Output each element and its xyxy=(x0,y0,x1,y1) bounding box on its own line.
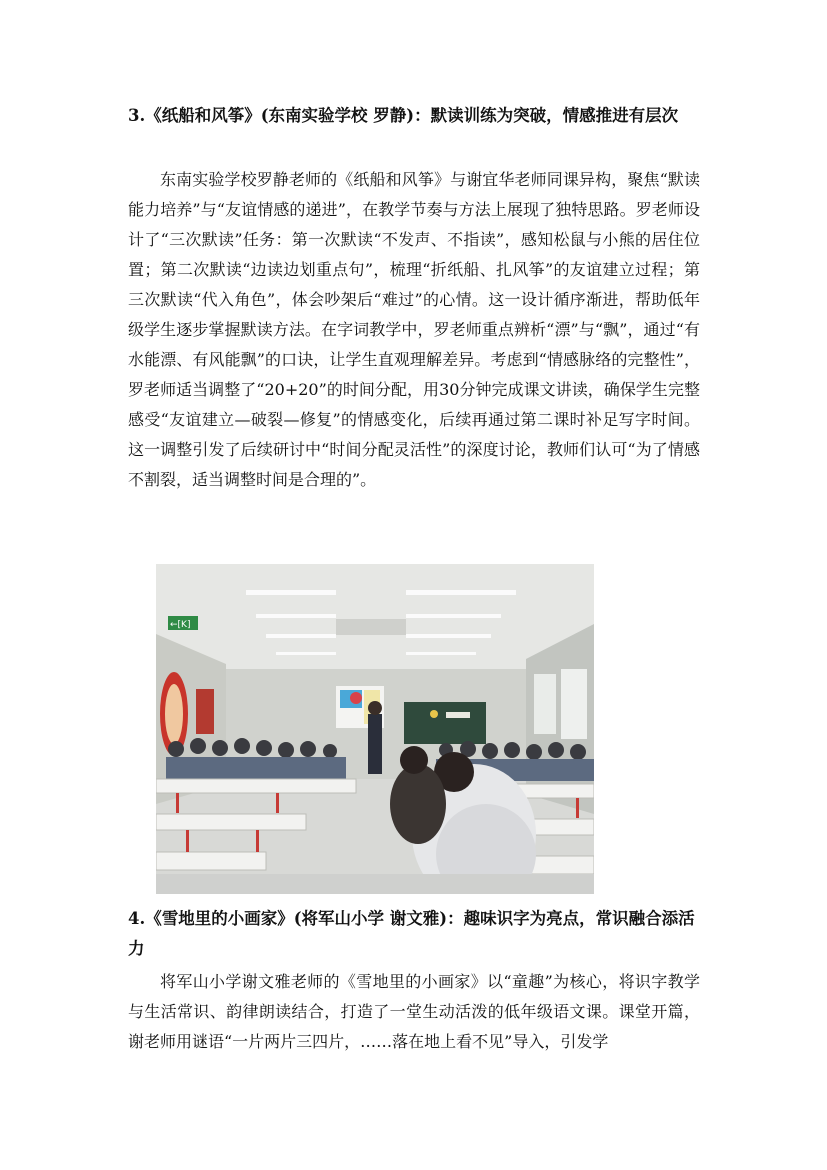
section-3-heading: 3.《纸船和风筝》(东南实验学校 罗静)：默读训练为突破，情感推进有层次 xyxy=(128,106,679,125)
exit-sign-text: ←[K] xyxy=(170,620,191,630)
classroom-photo-illustration xyxy=(156,564,594,894)
section-3-paragraph: 东南实验学校罗静老师的《纸船和风筝》与谢宜华老师同课异构，聚焦“默读能力培养”与“友谊情感的递进”，在教学节奏与方法上展现了独特思路。罗老师设计了“三次默读”任务：第一次默读“不发声、不指读”，感知松鼠与小熊的居住位置；第二次默读“边读边划重点句”，梳理“折纸船、扎风筝”的友谊建立过程；第三次默读“代入角色”，体会吵架后“难过”的心情。这一设计循序渐进，帮助低年级学生逐步掌握默读方法。在字词教学中，罗老师重点辨析“漂”与“飘”，通过“有水能漂、有风能飘”的口诀，让学生直观理解差异。考虑到“情感脉络的完整性”，罗老师适当调整了“20+20”的时间分配，用30分钟完成课文讲读，确保学生完整感受“友谊建立—破裂—修复”的情感变化，后续再通过第二课时补足写字时间。这一调整引发了后续研讨中“时间分配灵活性”的深度讨论，教师们认可“为了情感不割裂，适当调整时间是合理的”。 xyxy=(128,170,700,489)
section-4-heading: 4.《雪地里的小画家》(将军山小学 谢文雅)：趣味识字为亮点，常识融合添活力 xyxy=(128,909,695,958)
section-4-paragraph: 将军山小学谢文雅老师的《雪地里的小画家》以“童趣”为核心，将识字教学与生活常识、韵律朗读结合，打造了一堂生动活泼的低年级语文课。课堂开篇，谢老师用谜语“一片两片三四片，……落在地上看不见”导入，引发学 xyxy=(128,972,700,1051)
classroom-photo xyxy=(156,564,594,894)
